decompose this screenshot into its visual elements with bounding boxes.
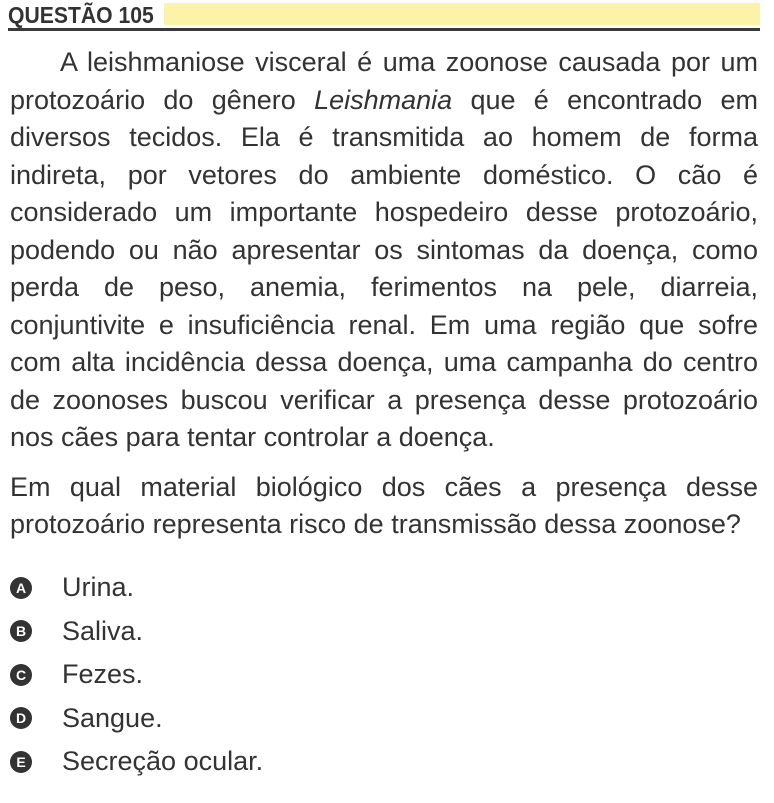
option-letter-badge-icon: D bbox=[10, 707, 32, 729]
option-letter-badge-icon: C bbox=[10, 664, 32, 686]
statement-text-1: A leishmaniose visceral é uma zoonose causada por um protozoário do gênero bbox=[10, 47, 758, 115]
question-title: QUESTÃO 105 bbox=[8, 2, 154, 28]
statement-genus-italic: Leishmania bbox=[314, 84, 453, 115]
option-letter-badge-icon: B bbox=[10, 620, 32, 642]
option-e[interactable] bbox=[10, 740, 710, 784]
option-b[interactable] bbox=[10, 610, 710, 654]
option-text: Secreção ocular. bbox=[62, 746, 264, 777]
question-prompt: Em qual material biológico dos cães a presença desse protozoário representa risco de transmissão dessa zoonose? bbox=[10, 471, 758, 539]
option-text: Saliva. bbox=[62, 615, 144, 646]
statement-text-2: que é encontrado em diversos tecidos. Ela é transmitida ao homem de forma indireta, por vetores do ambiente doméstico. O cão é considerado um importante hospedeiro desse protozoário, podendo ou não apresentar os sintomas da doença, como perda de peso, anemia, ferimentos na pele, diarreia, conjuntivite e insuficiência renal. Em uma região que sofre com alta incidência dessa doença, uma campanha do centro de zoonoses buscou verificar a presença desse protozoário nos cães para tentar controlar a doença. bbox=[10, 84, 759, 452]
option-d[interactable] bbox=[10, 697, 710, 741]
option-text: Sangue. bbox=[62, 702, 163, 733]
option-letter-badge-icon: A bbox=[10, 577, 32, 599]
option-text: Fezes. bbox=[62, 659, 144, 690]
question-statement bbox=[10, 44, 758, 457]
option-a[interactable] bbox=[10, 566, 710, 610]
option-text: Urina. bbox=[62, 572, 135, 603]
question-header bbox=[8, 0, 760, 32]
header-highlight-bar bbox=[164, 3, 760, 25]
option-letter-badge-icon: E bbox=[10, 751, 32, 773]
header-rule bbox=[8, 28, 760, 31]
answer-options bbox=[10, 566, 710, 784]
option-c[interactable] bbox=[10, 653, 710, 697]
question-body bbox=[10, 44, 758, 544]
